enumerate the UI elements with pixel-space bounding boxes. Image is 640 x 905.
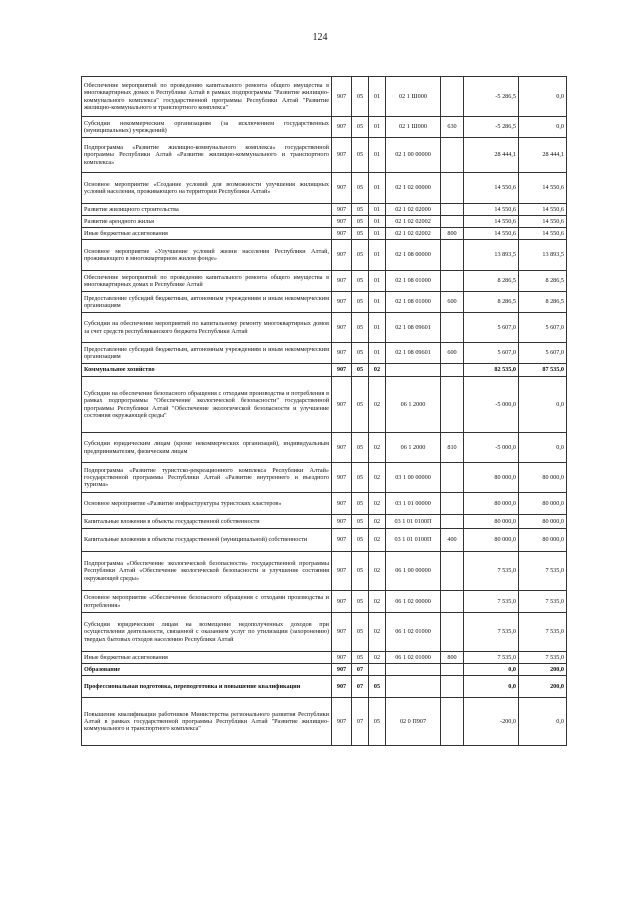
row-expense-type: 810	[441, 433, 464, 463]
budget-table	[81, 76, 567, 746]
row-amount-1: 0,0	[464, 676, 519, 698]
row-subsection: 02	[369, 493, 386, 515]
row-section: 05	[352, 292, 369, 313]
row-subsection: 01	[369, 216, 386, 228]
row-target-article: 06 1 02 01000	[386, 652, 441, 664]
row-section: 05	[352, 271, 369, 292]
table-row	[82, 698, 567, 746]
row-subsection: 01	[369, 271, 386, 292]
row-target-article: 06 1 2000	[386, 433, 441, 463]
table-row	[82, 652, 567, 664]
row-amount-2: 87 535,0	[519, 364, 567, 377]
row-name: Основное мероприятие «Обеспечение безопасного обращения с отходами производства и потребления»	[82, 591, 332, 613]
row-grbs: 907	[332, 529, 352, 552]
row-subsection: 02	[369, 433, 386, 463]
row-section: 05	[352, 204, 369, 216]
row-target-article: 02 1 02 00000	[386, 173, 441, 204]
row-amount-1: 80 000,0	[464, 463, 519, 493]
table-row	[82, 138, 567, 173]
row-amount-2: 7 535,0	[519, 652, 567, 664]
row-grbs: 907	[332, 313, 352, 343]
table-row	[82, 173, 567, 204]
table-row	[82, 228, 567, 240]
row-section: 05	[352, 138, 369, 173]
row-amount-2: 0,0	[519, 377, 567, 433]
page-number: 124	[312, 32, 328, 43]
row-expense-type	[441, 613, 464, 652]
row-target-article	[386, 676, 441, 698]
row-name: Повышение квалификации работников Министерства регионального развития Республики Алтай в рамках государственной программы Республики Алтай "Развитие жилищно-коммунального и транспортного комплекса"	[82, 698, 332, 746]
row-target-article: 03 1 01 0100П	[386, 529, 441, 552]
table-row	[82, 676, 567, 698]
row-section: 05	[352, 591, 369, 613]
row-subsection: 01	[369, 138, 386, 173]
row-target-article: 02 1 08 01000	[386, 292, 441, 313]
row-expense-type	[441, 676, 464, 698]
row-amount-1: 80 000,0	[464, 493, 519, 515]
row-expense-type: 800	[441, 228, 464, 240]
row-grbs: 907	[332, 138, 352, 173]
row-target-article: 02 1 08 00000	[386, 240, 441, 271]
table-row	[82, 292, 567, 313]
row-amount-1: 7 535,0	[464, 552, 519, 591]
row-name: Субсидии на обеспечение безопасного обращения с отходами производства и потребления в рамках подпрограммы "Обеспечение экологической безопасности" государственной программы Республики Алтай "Обеспечение экологической безопасности и улучшение состояния окружающей среды"	[82, 377, 332, 433]
row-amount-1: 80 000,0	[464, 529, 519, 552]
row-amount-2: 8 286,5	[519, 292, 567, 313]
row-section: 05	[352, 117, 369, 138]
table-row	[82, 204, 567, 216]
row-amount-1: 7 535,0	[464, 591, 519, 613]
row-name: Развитие арендного жилья	[82, 216, 332, 228]
row-subsection: 02	[369, 364, 386, 377]
row-amount-2: 0,0	[519, 433, 567, 463]
row-amount-1: 8 286,5	[464, 292, 519, 313]
row-grbs: 907	[332, 493, 352, 515]
table-row	[82, 117, 567, 138]
row-amount-1: 8 286,5	[464, 271, 519, 292]
row-amount-2: 8 286,5	[519, 271, 567, 292]
row-subsection	[369, 664, 386, 676]
row-amount-2: 7 535,0	[519, 591, 567, 613]
row-name: Образование	[82, 664, 332, 676]
row-name: Основное мероприятие «Развитие инфраструктуры туристских кластеров»	[82, 493, 332, 515]
row-section: 05	[352, 228, 369, 240]
row-subsection: 01	[369, 228, 386, 240]
row-grbs: 907	[332, 204, 352, 216]
row-amount-1: 0,0	[464, 664, 519, 676]
row-target-article	[386, 664, 441, 676]
row-amount-2: 7 535,0	[519, 552, 567, 591]
row-grbs: 907	[332, 343, 352, 364]
table-row	[82, 271, 567, 292]
row-section: 07	[352, 664, 369, 676]
row-target-article: 02 1 08 09601	[386, 343, 441, 364]
row-name: Субсидии юридическим лицам на возмещение недополученных доходов при осуществлении деятельности, связанной с оказанием услуг по утилизации (захоронению) твердых бытовых отходов населению Республики Алтай	[82, 613, 332, 652]
table-row	[82, 591, 567, 613]
row-target-article: 02 0 П907	[386, 698, 441, 746]
row-target-article: 06 1 2000	[386, 377, 441, 433]
row-name: Предоставление субсидий бюджетным, автономным учреждениям и иным некоммерческим организациям	[82, 292, 332, 313]
table-row	[82, 77, 567, 117]
row-expense-type	[441, 364, 464, 377]
table-row	[82, 529, 567, 552]
row-amount-1: 14 550,6	[464, 228, 519, 240]
row-target-article: 02 1 08 09601	[386, 313, 441, 343]
row-target-article: 02 1 00 00000	[386, 138, 441, 173]
row-expense-type	[441, 377, 464, 433]
row-subsection: 02	[369, 613, 386, 652]
table-row	[82, 240, 567, 271]
row-grbs: 907	[332, 433, 352, 463]
row-section: 05	[352, 77, 369, 117]
row-section: 05	[352, 463, 369, 493]
row-expense-type	[441, 591, 464, 613]
row-amount-2: 200,0	[519, 664, 567, 676]
row-expense-type: 600	[441, 343, 464, 364]
row-expense-type	[441, 138, 464, 173]
row-expense-type	[441, 216, 464, 228]
table-row	[82, 664, 567, 676]
row-expense-type	[441, 664, 464, 676]
row-expense-type	[441, 77, 464, 117]
row-subsection: 05	[369, 676, 386, 698]
row-amount-2: 7 535,0	[519, 613, 567, 652]
row-target-article: 02 1 02 02002	[386, 228, 441, 240]
row-subsection: 01	[369, 240, 386, 271]
row-amount-2: 0,0	[519, 698, 567, 746]
row-amount-2: 5 607,0	[519, 313, 567, 343]
row-amount-2: 5 607,0	[519, 343, 567, 364]
row-expense-type	[441, 463, 464, 493]
row-target-article: 03 1 01 0100П	[386, 515, 441, 529]
row-amount-2: 80 000,0	[519, 493, 567, 515]
row-expense-type: 600	[441, 292, 464, 313]
row-section: 05	[352, 433, 369, 463]
row-subsection: 01	[369, 173, 386, 204]
row-name: Развитие жилищного строительства	[82, 204, 332, 216]
row-grbs: 907	[332, 271, 352, 292]
row-grbs: 907	[332, 117, 352, 138]
row-amount-2: 14 550,6	[519, 173, 567, 204]
row-expense-type: 630	[441, 117, 464, 138]
row-section: 05	[352, 216, 369, 228]
row-name: Подпрограмма «Обеспечение экологической безопасности» государственной программы Республики Алтай «Обеспечение экологической безопасности и улучшение состояния окружающей среды»	[82, 552, 332, 591]
row-subsection: 02	[369, 552, 386, 591]
row-subsection: 01	[369, 204, 386, 216]
row-expense-type	[441, 240, 464, 271]
row-amount-1: 7 535,0	[464, 652, 519, 664]
row-amount-1: 14 550,6	[464, 204, 519, 216]
row-name: Обеспечение мероприятий по проведению капитального ремонта общего имущества в многоквартирных домах в Республике Алтай в рамках подпрограммы "Развитие жилищно-коммунального комплекса" государственной программы Республики Алтай "Развитие жилищно-коммунального и транспортного комплекса"	[82, 77, 332, 117]
row-subsection: 02	[369, 377, 386, 433]
row-name: Предоставление субсидий бюджетным, автономным учреждениям и иным некоммерческим организациям	[82, 343, 332, 364]
row-name: Субсидии юридическим лицам (кроме некоммерческих организаций), индивидуальным предпринимателям, физическим лицам	[82, 433, 332, 463]
row-amount-2: 200,0	[519, 676, 567, 698]
row-name: Основное мероприятие «Улучшение условий жизни населения Республики Алтай, проживающего в многоквартирном жилом фонде»	[82, 240, 332, 271]
row-name: Субсидии на обеспечение мероприятий по капитальному ремонту многоквартирных домов за счет средств республиканского бюджета Республики Алтай	[82, 313, 332, 343]
table-row	[82, 313, 567, 343]
row-expense-type	[441, 271, 464, 292]
row-grbs: 907	[332, 652, 352, 664]
row-subsection: 02	[369, 591, 386, 613]
row-amount-2: 14 550,6	[519, 228, 567, 240]
row-grbs: 907	[332, 664, 352, 676]
row-section: 05	[352, 364, 369, 377]
row-amount-1: 14 550,6	[464, 173, 519, 204]
row-subsection: 02	[369, 652, 386, 664]
row-section: 05	[352, 529, 369, 552]
row-subsection: 01	[369, 292, 386, 313]
row-amount-1: 5 607,0	[464, 343, 519, 364]
row-section: 05	[352, 613, 369, 652]
row-grbs: 907	[332, 240, 352, 271]
row-expense-type	[441, 204, 464, 216]
row-expense-type	[441, 698, 464, 746]
row-name: Обеспечение мероприятий по проведению капитального ремонта общего имущества в многоквартирных домах в Республике Алтай	[82, 271, 332, 292]
table-row	[82, 343, 567, 364]
row-section: 05	[352, 173, 369, 204]
row-expense-type	[441, 493, 464, 515]
row-amount-1: 5 607,0	[464, 313, 519, 343]
row-section: 05	[352, 313, 369, 343]
row-target-article	[386, 364, 441, 377]
row-subsection: 05	[369, 698, 386, 746]
table-row	[82, 377, 567, 433]
row-grbs: 907	[332, 292, 352, 313]
row-expense-type	[441, 552, 464, 591]
row-amount-1: -5 000,0	[464, 377, 519, 433]
row-amount-2: 80 000,0	[519, 463, 567, 493]
row-target-article: 03 1 01 00000	[386, 493, 441, 515]
row-subsection: 02	[369, 463, 386, 493]
row-grbs: 907	[332, 77, 352, 117]
row-name: Основное мероприятие «Создание условий для возможности улучшения жилищных условий населения, проживающего на территории Республики Алтай»	[82, 173, 332, 204]
row-grbs: 907	[332, 463, 352, 493]
row-name: Коммунальное хозяйство	[82, 364, 332, 377]
table-row	[82, 433, 567, 463]
row-amount-1: 13 893,5	[464, 240, 519, 271]
row-name: Субсидии некоммерческим организациям (за исключением государственных (муниципальных) учреждений)	[82, 117, 332, 138]
row-name: Подпрограмма «Развитие жилищно-коммунального комплекса» государственной программы Республики Алтай «Развитие жилищно-коммунального и транспортного комплекса»	[82, 138, 332, 173]
row-subsection: 01	[369, 117, 386, 138]
row-amount-1: -200,0	[464, 698, 519, 746]
row-target-article: 02 1 08 01000	[386, 271, 441, 292]
row-grbs: 907	[332, 676, 352, 698]
row-subsection: 01	[369, 343, 386, 364]
row-amount-1: -5 286,5	[464, 117, 519, 138]
table-row	[82, 613, 567, 652]
row-subsection: 01	[369, 77, 386, 117]
row-target-article: 02 1 02 02002	[386, 216, 441, 228]
row-subsection: 02	[369, 515, 386, 529]
row-section: 05	[352, 552, 369, 591]
row-section: 07	[352, 698, 369, 746]
row-name: Иные бюджетные ассигнования	[82, 228, 332, 240]
table-row	[82, 515, 567, 529]
row-amount-2: 13 893,5	[519, 240, 567, 271]
row-name: Капитальные вложения в объекты государственной собственности	[82, 515, 332, 529]
row-target-article: 02 1 Ш000	[386, 77, 441, 117]
row-amount-1: 14 550,6	[464, 216, 519, 228]
row-expense-type	[441, 173, 464, 204]
row-amount-1: 28 444,1	[464, 138, 519, 173]
row-grbs: 907	[332, 613, 352, 652]
row-amount-1: 7 535,0	[464, 613, 519, 652]
table-body	[82, 77, 567, 746]
row-section: 07	[352, 676, 369, 698]
row-grbs: 907	[332, 552, 352, 591]
row-amount-2: 14 550,6	[519, 204, 567, 216]
row-grbs: 907	[332, 228, 352, 240]
row-grbs: 907	[332, 377, 352, 433]
row-subsection: 01	[369, 313, 386, 343]
table-row	[82, 216, 567, 228]
row-grbs: 907	[332, 591, 352, 613]
row-section: 05	[352, 652, 369, 664]
row-amount-1: 80 000,0	[464, 515, 519, 529]
row-amount-2: 0,0	[519, 117, 567, 138]
row-section: 05	[352, 240, 369, 271]
row-target-article: 02 1 02 02000	[386, 204, 441, 216]
row-target-article: 02 1 Ш000	[386, 117, 441, 138]
row-amount-1: -5 286,5	[464, 77, 519, 117]
row-expense-type: 400	[441, 529, 464, 552]
row-target-article: 06 1 02 01000	[386, 613, 441, 652]
row-grbs: 907	[332, 698, 352, 746]
row-amount-1: -5 000,0	[464, 433, 519, 463]
row-section: 05	[352, 515, 369, 529]
row-section: 05	[352, 493, 369, 515]
row-name: Подпрограмма «Развитие туристско-рекреационного комплекса Республики Алтай» государственной программы Республики Алтай «Развитие внутреннего и въездного туризма»	[82, 463, 332, 493]
row-expense-type	[441, 313, 464, 343]
row-amount-1: 82 535,0	[464, 364, 519, 377]
row-name: Иные бюджетные ассигнования	[82, 652, 332, 664]
row-name: Капитальные вложения в объекты государственной (муниципальной) собственности	[82, 529, 332, 552]
row-grbs: 907	[332, 173, 352, 204]
row-target-article: 03 1 00 00000	[386, 463, 441, 493]
row-grbs: 907	[332, 515, 352, 529]
row-name: Профессиональная подготовка, переподготовка и повышение квалификации	[82, 676, 332, 698]
row-section: 05	[352, 343, 369, 364]
row-amount-2: 28 444,1	[519, 138, 567, 173]
row-grbs: 907	[332, 216, 352, 228]
row-grbs: 907	[332, 364, 352, 377]
row-amount-2: 14 550,6	[519, 216, 567, 228]
row-section: 05	[352, 377, 369, 433]
table-row	[82, 493, 567, 515]
table-row	[82, 552, 567, 591]
row-subsection: 02	[369, 529, 386, 552]
row-amount-2: 80 000,0	[519, 529, 567, 552]
row-amount-2: 0,0	[519, 77, 567, 117]
table-row	[82, 364, 567, 377]
row-target-article: 06 1 00 00000	[386, 552, 441, 591]
row-amount-2: 80 000,0	[519, 515, 567, 529]
row-expense-type: 800	[441, 652, 464, 664]
row-target-article: 06 1 02 00000	[386, 591, 441, 613]
table-row	[82, 463, 567, 493]
row-expense-type	[441, 515, 464, 529]
